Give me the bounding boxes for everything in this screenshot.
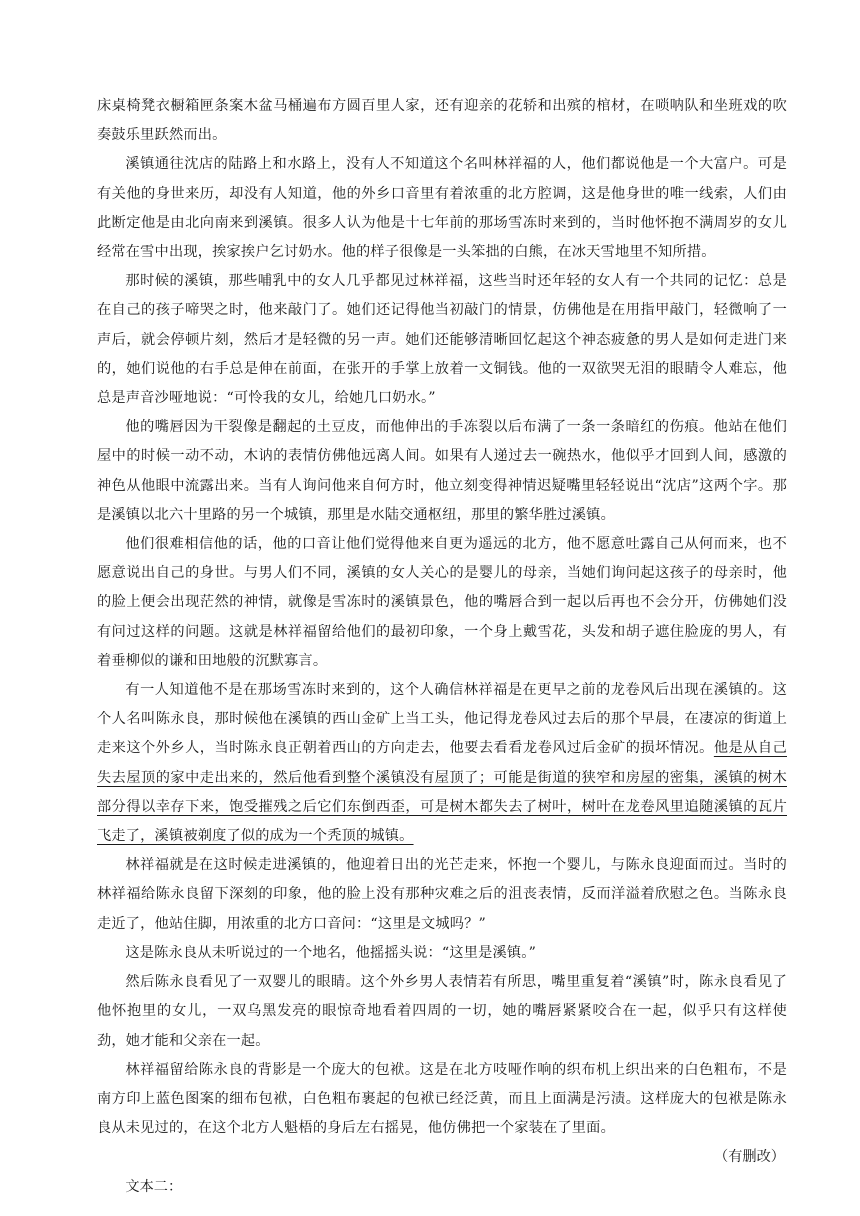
paragraph-text: 他们很难相信他的话，他的口音让他们觉得他来自更为遥远的北方，他不愿意吐露自己从何而来，也不愿意说出自己的身世。与男人们不同，溪镇的女人关心的是婴儿的母亲，当她们询问起这孩子的母亲时，他的脸上便会出现茫然的神情，就像是雪冻时的溪镇景色，他的嘴唇合到一起以后再也不会分开，仿佛她们没有问过这样的问题。这就是林祥福留给他们的最初印象，一个身上戴雪花，头发和胡子遮住脸庞的男人，有着垂柳似的谦和田地般的沉默寡言。 (97, 536, 787, 669)
paragraph-text: 然后陈永良看见了一双婴儿的眼睛。这个外乡男人表情若有所思，嘴里重复着“溪镇”时，陈永良看见了他怀抱里的女儿，一双乌黑发亮的眼惊奇地看着四周的一切，她的嘴唇紧紧咬合在一起，似乎只有这样使劲，她才能和父亲在一起。 (97, 974, 787, 1049)
paragraph-text: 溪镇通往沈店的陆路上和水路上，没有人不知道这个名叫林祥福的人，他们都说他是一个大富户。可是有关他的身世来历，却没有人知道，他的外乡口音里有着浓重的北方腔调，这是他身世的唯一线索，人们由此断定他是由北向南来到溪镇。很多人认为他是十七年前的那场雪冻时来到的，当时他怀抱不满周岁的女儿经常在雪中出现，挨家挨户乞讨奶水。他的样子很像是一头笨拙的白熊，在冰天雪地里不知所措。 (97, 156, 787, 261)
paragraph (97, 1056, 787, 1144)
paragraph-text: 他的嘴唇因为干裂像是翻起的土豆皮，而他伸出的手冻裂以后布满了一条一条暗红的伤痕。他站在他们屋中的时候一动不动，木讷的表情仿佛他远离人间。如果有人递过去一碗热水，他似乎才回到人间，感激的神色从他眼中流露出来。当有人询问他来自何方时，他立刻变得神情迟疑嘴里轻轻说出“沈店”这两个字。那是溪镇以北六十里路的另一个城镇，那里是水陆交通枢纽，那里的繁华胜过溪镇。 (97, 419, 787, 523)
section-label-text-two: 文本二： (125, 1178, 183, 1195)
paragraph (97, 851, 787, 939)
paragraph-text: 林祥福就是在这时候走进溪镇的，他迎着日出的光芒走来，怀抱一个婴儿，与陈永良迎面而过。当时的林祥福给陈永良留下深刻的印象，他的脸上没有那种灾难之后的沮丧表情，反而洋溢着欣慰之色。当陈永良走近了，他站住脚，用浓重的北方口音问：“这里是文城吗？” (97, 857, 787, 932)
paragraph (97, 939, 787, 968)
paragraph (97, 968, 787, 1056)
revision-note: （有删改） (714, 1149, 785, 1166)
document-page (97, 92, 787, 1202)
paragraph (97, 530, 787, 676)
paragraph (97, 267, 787, 413)
paragraph-text: 这是陈永良从未听说过的一个地名，他摇摇头说：“这里是溪镇。” (125, 944, 537, 961)
paragraph-text: 那时候的溪镇，那些哺乳中的女人几乎都见过林祥福，这些当时还年轻的女人有一个共同的记忆：总是在自己的孩子啼哭之时，他来敲门了。她们还记得他当初敲门的情景，仿佛他是在用指甲敲门，轻微响了一声后，就会停顿片刻，然后才是轻微的另一声。她们还能够清晰回忆起这个神态疲惫的男人是如何走进门来的，她们说他的右手总是伸在前面，在张开的手掌上放着一文铜钱。他的一双欲哭无泪的眼睛令人难忘，他总是声音沙哑地说：“可怜我的女儿，给她几口奶水。” (97, 273, 787, 407)
paragraph (97, 413, 787, 530)
paragraph (97, 676, 787, 851)
underlined-passage: 他是从自己失去屋顶的家中走出来的，然后他看到整个溪镇没有屋顶了；可能是街道的狭窄和房屋的密集，溪镇的树木部分得以幸存下来，饱受摧残之后它们东倒西歪，可是树木都失去了树叶，树叶在龙卷风里追随溪镇的瓦片飞走了，溪镇被剃度了似的成为一个秃顶的城镇。 (97, 740, 787, 845)
paragraph-text: 床桌椅凳衣橱箱匣条案木盆马桶遍布方圆百里人家，还有迎亲的花轿和出殡的棺材，在唢呐队和坐班戏的吹奏鼓乐里跃然而出。 (97, 98, 787, 144)
paragraph-text: 有一人知道他不是在那场雪冻时来到的，这个人确信林祥福是在更早之前的龙卷风后出现在溪镇的。这个人名叫陈永良，那时候他在溪镇的西山金矿上当工头，他记得龙卷风过去后的那个早晨，在凄凉的街道上走来这个外乡人，当时陈永良正朝着西山的方向走去，他要去看看龙卷风过后金矿的损坏情况。 (97, 682, 787, 757)
paragraph (97, 92, 787, 150)
paragraph-text: 林祥福留给陈永良的背影是一个庞大的包袱。这是在北方吱哑作响的织布机上织出来的白色粗布，不是南方印上蓝色图案的细布包袱，白色粗布裹起的包袱已经泛黄，而且上面满是污渍。这样庞大的包袱是陈永良从未见过的，在这个北方人魁梧的身后左右摇晃，他仿佛把一个家装在了里面。 (97, 1061, 787, 1137)
paragraph (97, 150, 787, 267)
article-body (97, 92, 787, 1143)
